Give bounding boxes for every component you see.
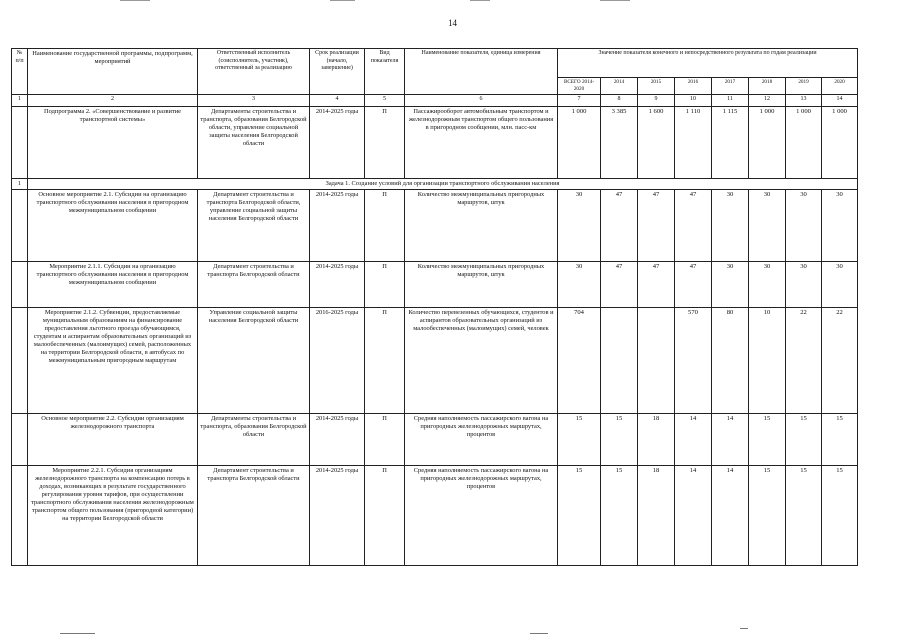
- column-number: 8: [601, 95, 638, 107]
- header-year: 2018: [749, 78, 786, 95]
- row-value: 1 600: [638, 107, 675, 179]
- row-kind: П: [365, 190, 405, 262]
- row-responsible: Департаменты строительства и транспорта, образования Белгородской области: [198, 414, 310, 466]
- row-value: 47: [601, 262, 638, 308]
- row-value: 30: [712, 262, 749, 308]
- row-kind: П: [365, 308, 405, 414]
- row-value: [601, 308, 638, 414]
- row-name: Мероприятие 2.1.1. Субсидии на организацию транспортного обслуживания населения в пригородном межмуниципальном сообщении: [28, 262, 198, 308]
- row-name: Мероприятие 2.1.2. Субвенции, предоставляемые муниципальным образованиям на финансирование предоставления льготного проезда обучающимся, студентам и аспирантам образовательных организаций из малообеспеченных (малоимущих) семей, расположенных на территории Белгородской области, в автобусах по межмуниципальным пригородным маршрутам: [28, 308, 198, 414]
- row-indicator: Средняя наполняемость пассажирского вагона на пригородных железнодорожных маршрутах, процентов: [405, 466, 558, 566]
- row-no: [12, 107, 28, 179]
- row-kind: П: [365, 107, 405, 179]
- header-term: Срок реализации (начало, завершение): [310, 49, 365, 95]
- header-name: Наименование государственной программы, подпрограмм, мероприятий: [28, 49, 198, 95]
- row-term: 2014-2025 годы: [310, 190, 365, 262]
- row-value: 18: [638, 414, 675, 466]
- row-value: 1 110: [675, 107, 712, 179]
- row-name: Основное мероприятие 2.2. Субсидии организациям железнодорожного транспорта: [28, 414, 198, 466]
- row-value: 15: [749, 466, 786, 566]
- table-row-main-measure: [12, 414, 858, 466]
- column-number: 14: [822, 95, 858, 107]
- row-value: 30: [558, 262, 601, 308]
- task-no: 1: [12, 179, 28, 190]
- row-value: 15: [749, 414, 786, 466]
- table-row-subprogram: [12, 107, 858, 179]
- row-value: 3 385: [601, 107, 638, 179]
- table-row-main-measure: [12, 190, 858, 262]
- row-value: 15: [558, 466, 601, 566]
- top-scan-marks: [0, 0, 905, 6]
- row-name: Мероприятие 2.2.1. Субсидия организациям железнодорожного транспорта на компенсацию потерь в доходах, возникающих в результате государственного регулирования уровня тарифов, при осуществлении транспортного обслуживания населения железнодорожным транспортом общего пользования (пригородной категории) на территории Белгородской области: [28, 466, 198, 566]
- row-value: 30: [822, 262, 858, 308]
- row-indicator: Пассажирооборот автомобильным транспортом и железнодорожным транспортом общего пользования в пригородном сообщении, млн. пасс-км: [405, 107, 558, 179]
- row-responsible: Департамент строительства и транспорта Белгородской области, управление социальной защиты населения Белгородской области: [198, 190, 310, 262]
- header-no: № п/п: [12, 49, 28, 95]
- row-no: [12, 466, 28, 566]
- row-name: Подпрограмма 2. «Совершенствование и развитие транспортной системы»: [28, 107, 198, 179]
- row-responsible: Департамент строительства и транспорта Белгородской области: [198, 262, 310, 308]
- row-indicator: Количество перевезенных обучающихся, студентов и аспирантов образовательных организаций из малообеспеченных (малоимущих) семей, человек: [405, 308, 558, 414]
- table-header-row: [12, 49, 858, 78]
- table-row-measure: [12, 308, 858, 414]
- row-value: 80: [712, 308, 749, 414]
- row-value: 14: [712, 466, 749, 566]
- row-kind: П: [365, 466, 405, 566]
- row-value: 30: [558, 190, 601, 262]
- row-responsible: Департамент строительства и транспорта Белгородской области: [198, 466, 310, 566]
- row-no: [12, 190, 28, 262]
- header-indicator: Наименование показателя, единица измерения: [405, 49, 558, 95]
- row-kind: П: [365, 262, 405, 308]
- row-value: 30: [749, 190, 786, 262]
- column-number: 7: [558, 95, 601, 107]
- header-total: ВСЕГО 2014-2020: [558, 78, 601, 95]
- row-value: 30: [822, 190, 858, 262]
- row-value: 1 000: [786, 107, 822, 179]
- row-value: 47: [638, 262, 675, 308]
- column-number: 1: [12, 95, 28, 107]
- row-value: [638, 308, 675, 414]
- row-name: Основное мероприятие 2.1. Субсидии на организацию транспортного обслуживания населения в пригородном межмуниципальном сообщении: [28, 190, 198, 262]
- row-value: 570: [675, 308, 712, 414]
- row-value: 18: [638, 466, 675, 566]
- column-number: 11: [712, 95, 749, 107]
- header-kind: Вид показателя: [365, 49, 405, 95]
- row-value: 47: [601, 190, 638, 262]
- row-value: 14: [675, 466, 712, 566]
- row-indicator: Средняя наполняемость пассажирского вагона на пригородных железнодорожных маршрутах, процентов: [405, 414, 558, 466]
- row-value: 14: [712, 414, 749, 466]
- row-indicator: Количество межмуниципальных пригородных маршрутов, штук: [405, 190, 558, 262]
- row-value: 14: [675, 414, 712, 466]
- row-value: 30: [749, 262, 786, 308]
- row-value: 1 000: [749, 107, 786, 179]
- row-no: [12, 262, 28, 308]
- row-kind: П: [365, 414, 405, 466]
- header-year: 2015: [638, 78, 675, 95]
- column-number: 4: [310, 95, 365, 107]
- row-responsible: Департаменты строительства и транспорта, образования Белгородской области, управление социальной защиты населения Белгородской области: [198, 107, 310, 179]
- row-term: 2014-2025 годы: [310, 414, 365, 466]
- row-value: 22: [822, 308, 858, 414]
- row-value: 15: [822, 414, 858, 466]
- row-value: 1 000: [822, 107, 858, 179]
- row-value: 30: [786, 262, 822, 308]
- column-number: 13: [786, 95, 822, 107]
- row-term: 2014-2025 годы: [310, 107, 365, 179]
- table-row-task: [12, 179, 858, 190]
- row-value: 1 115: [712, 107, 749, 179]
- row-value: 15: [786, 414, 822, 466]
- row-no: [12, 308, 28, 414]
- column-numbers-row: [12, 95, 858, 107]
- row-value: 15: [601, 414, 638, 466]
- column-number: 2: [28, 95, 198, 107]
- indicators-table: [11, 48, 858, 566]
- row-value: 15: [822, 466, 858, 566]
- header-responsible: Ответственный исполнитель (соисполнитель, участник), ответственный за реализацию: [198, 49, 310, 95]
- row-term: 2016-2025 годы: [310, 308, 365, 414]
- row-value: 15: [786, 466, 822, 566]
- column-number: 6: [405, 95, 558, 107]
- row-value: 15: [558, 414, 601, 466]
- header-year: 2017: [712, 78, 749, 95]
- column-number: 5: [365, 95, 405, 107]
- row-responsible: Управление социальной защиты населения Белгородской области: [198, 308, 310, 414]
- column-number: 10: [675, 95, 712, 107]
- table-row-measure: [12, 466, 858, 566]
- row-value: 22: [786, 308, 822, 414]
- row-value: 47: [638, 190, 675, 262]
- row-value: 47: [675, 190, 712, 262]
- header-year: 2020: [822, 78, 858, 95]
- row-term: 2014-2025 годы: [310, 262, 365, 308]
- row-value: 704: [558, 308, 601, 414]
- row-term: 2014-2025 годы: [310, 466, 365, 566]
- column-number: 12: [749, 95, 786, 107]
- row-value: 10: [749, 308, 786, 414]
- row-value: 15: [601, 466, 638, 566]
- header-year: 2014: [601, 78, 638, 95]
- row-value: 30: [786, 190, 822, 262]
- row-value: 1 000: [558, 107, 601, 179]
- row-value: 47: [675, 262, 712, 308]
- column-number: 9: [638, 95, 675, 107]
- header-year: 2019: [786, 78, 822, 95]
- table-row-measure: [12, 262, 858, 308]
- header-values: Значение показателя конечного и непосредственного результата по годам реализации: [558, 49, 858, 78]
- row-no: [12, 414, 28, 466]
- task-text: Задача 1. Создание условий для организации транспортного обслуживания населения: [28, 179, 858, 190]
- header-year: 2016: [675, 78, 712, 95]
- row-indicator: Количество межмуниципальных пригородных маршрутов, штук: [405, 262, 558, 308]
- column-number: 3: [198, 95, 310, 107]
- row-value: 30: [712, 190, 749, 262]
- page-number: 14: [448, 18, 457, 28]
